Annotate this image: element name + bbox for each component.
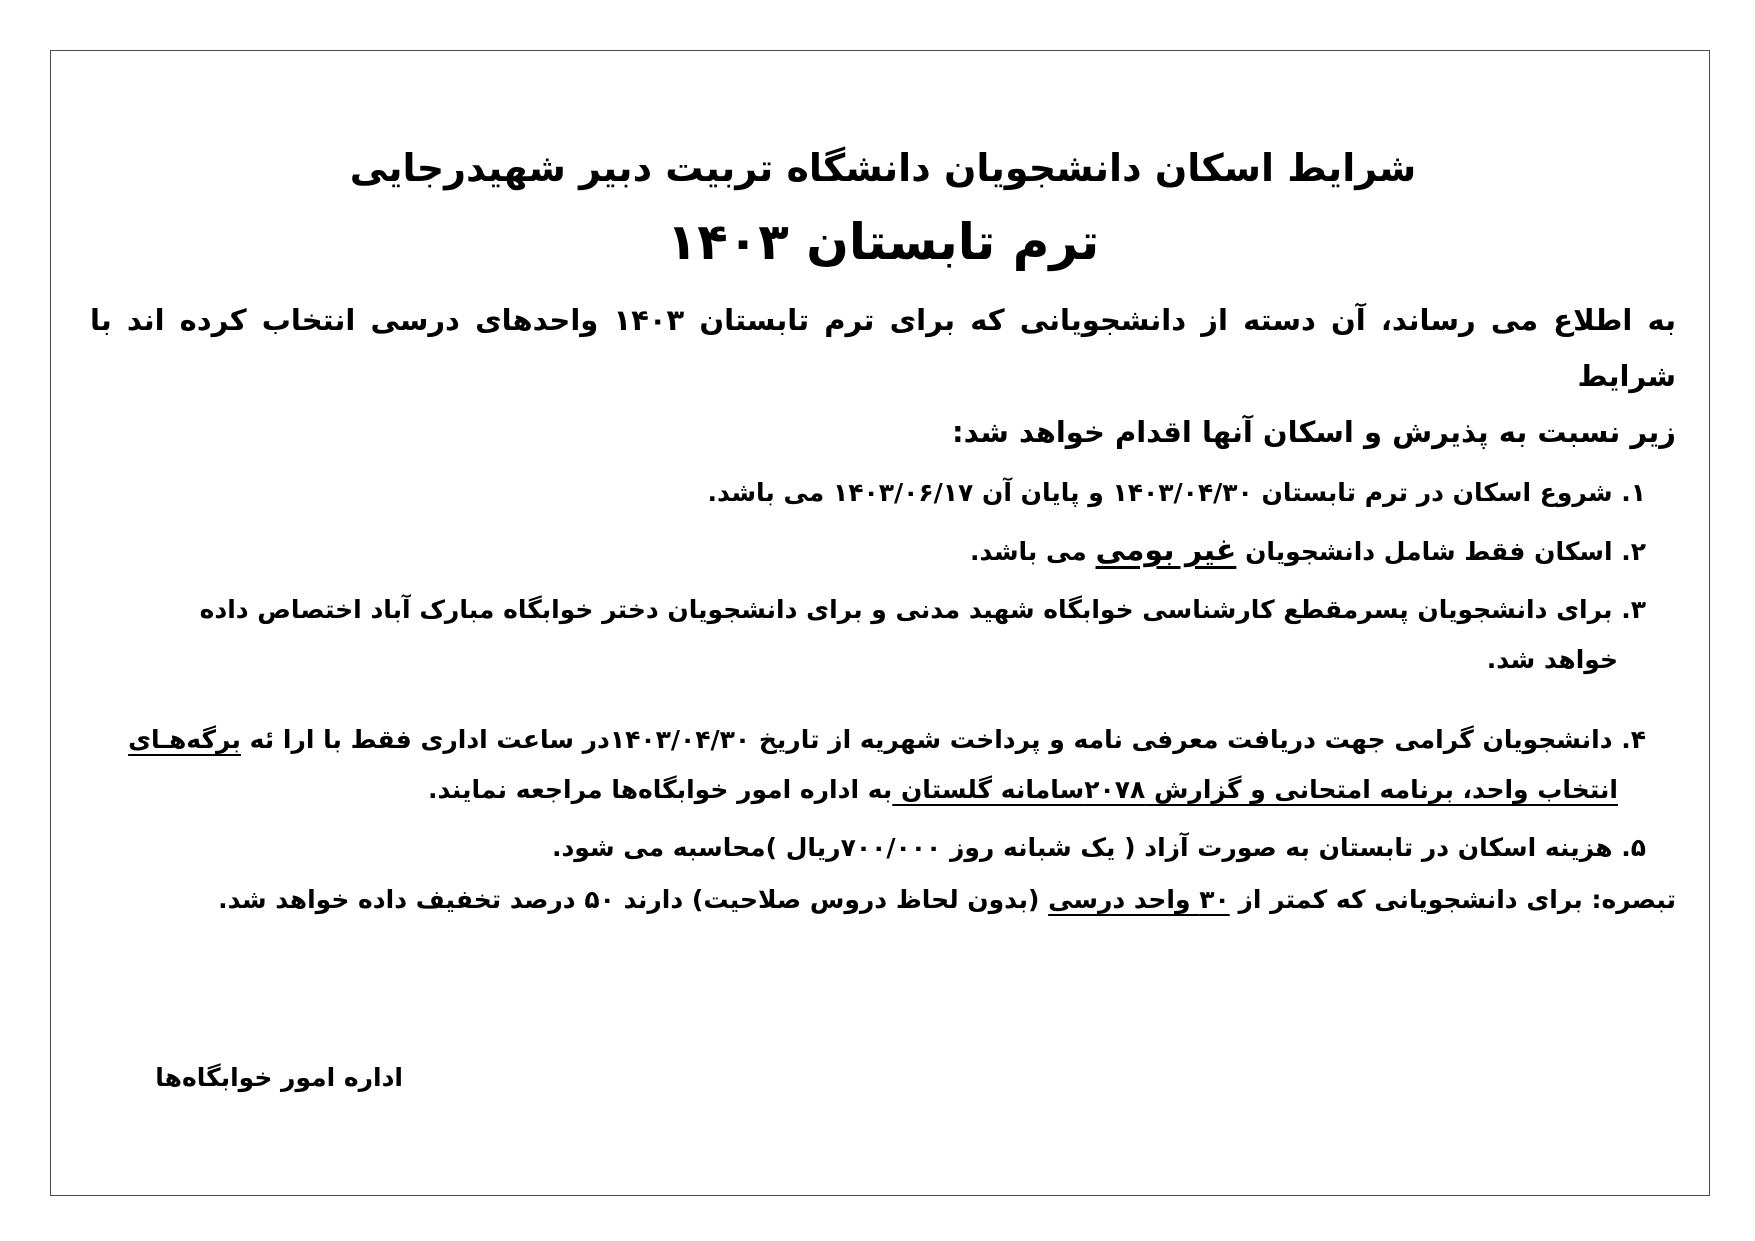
discount-note-end: (بدون لحاظ دروس صلاحیت) دارند ۵۰ درصد تخفیف داده خواهد شد.	[218, 885, 1049, 914]
required-documents-underlined: انتخاب واحد، برنامه امتحانی و گزارش ۲۰۷۸سامانه گلستان	[892, 775, 1618, 804]
credit-threshold-underlined: ۳۰ واحد درسی	[1048, 885, 1230, 914]
required-forms-underlined: برگه‌هـای	[128, 725, 241, 754]
intro-paragraph	[90, 292, 1676, 460]
condition-item-4	[90, 715, 1676, 815]
condition-item-3-line-1: ۳. برای دانشجویان پسرمقطع کارشناسی خوابگاه شهید مدنی و برای دانشجویان دختر خوابگاه مبارک آباد اختصاص داده	[199, 595, 1646, 624]
intro-line-2: زیر نسبت به پذیرش و اسکان آنها اقدام خواهد شد:	[952, 415, 1676, 449]
signature-office: اداره امور خوابگاه‌ها	[155, 1063, 403, 1092]
condition-item-1: ۱. شروع اسکان در ترم تابستان ۱۴۰۳/۰۴/۳۰ و پایان آن ۱۴۰۳/۰۶/۱۷ می باشد.	[707, 478, 1646, 507]
discount-note	[90, 875, 1676, 925]
condition-item-2-text-start: ۲. اسکان فقط شامل دانشجویان	[1236, 537, 1646, 566]
condition-item-2-text-end: می باشد.	[970, 537, 1096, 566]
non-native-emphasis: غیر بومی	[1095, 533, 1237, 568]
condition-item-2	[90, 526, 1676, 577]
condition-item-3	[90, 585, 1676, 685]
condition-item-4-text-start: ۴. دانشجویان گرامی جهت دریافت معرفی نامه و پرداخت شهریه از تاریخ ۱۴۰۳/۰۴/۳۰در ساعت اداری فقط با ارا ئه	[240, 725, 1646, 754]
discount-note-start: تبصره: برای دانشجویانی که کمتر از	[1229, 885, 1676, 914]
announcement-subtitle: ترم تابستان ۱۴۰۳	[666, 213, 1100, 271]
condition-item-5: ۵. هزینه اسکان در تابستان به صورت آزاد ( یک شبانه روز ۷۰۰/۰۰۰ریال )محاسبه می شود.	[551, 833, 1646, 862]
condition-item-4-text-end: به اداره امور خوابگاه‌ها مراجعه نمایند.	[427, 775, 893, 804]
announcement-body	[90, 120, 1676, 925]
intro-line-1: به اطلاع می رساند، آن دسته از دانشجویانی که برای ترم تابستان ۱۴۰۳ واحدهای درسی انتخاب کرده اند با شرایط	[90, 303, 1676, 393]
condition-item-4-line-2	[90, 765, 1646, 815]
condition-item-3-line-2: خواهد شد.	[1486, 645, 1618, 674]
announcement-title: شرایط اسکان دانشجویان دانشگاه تربیت دبیر شهیدرجایی	[349, 146, 1417, 190]
